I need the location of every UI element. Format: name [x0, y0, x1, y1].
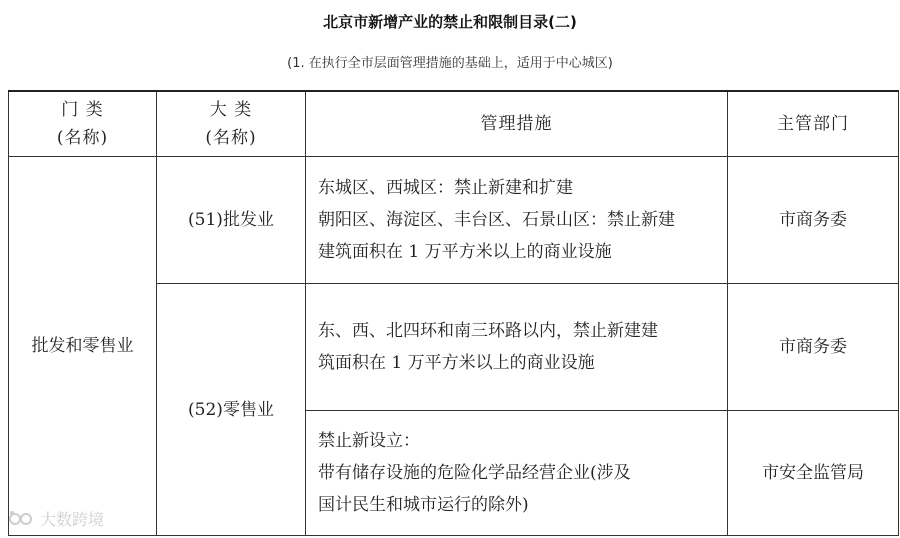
measure-line: 国计民生和城市运行的除外) — [318, 495, 529, 515]
measure-line: 建筑面积在 1 万平方米以上的商业设施 — [318, 242, 612, 262]
measures-cell — [306, 284, 728, 411]
department-cell: 市商务委 — [728, 157, 899, 284]
watermark — [8, 507, 104, 530]
document-title: 北京市新增产业的禁止和限制目录(二) — [323, 13, 577, 31]
department-cell: 市安全监管局 — [728, 411, 899, 536]
table-row — [9, 157, 899, 284]
header-category — [9, 91, 157, 157]
header-category-label: 门 类 — [61, 100, 104, 120]
brand-logo-icon — [8, 510, 34, 528]
document-subtitle: (1. 在执行全市层面管理措施的基础上，适用于中心城区) — [287, 56, 613, 71]
measure-line: 筑面积在 1 万平方米以上的商业设施 — [318, 353, 595, 373]
measures-cell — [306, 157, 728, 284]
category-cell: 批发和零售业 — [9, 157, 157, 536]
header-row — [9, 91, 899, 157]
measure-line: 东城区、西城区：禁止新建和扩建 — [318, 178, 573, 198]
header-category-sublabel: (名称) — [56, 128, 109, 148]
measure-line: 东、西、北四环和南三环路以内，禁止新建建 — [318, 321, 658, 341]
watermark-text: 大数跨境 — [40, 510, 105, 529]
measure-line: 禁止新设立： — [318, 431, 420, 451]
header-major-sublabel: (名称) — [205, 128, 257, 148]
header-major-label: 大 类 — [209, 100, 253, 120]
table-body — [9, 157, 899, 536]
header-major — [157, 91, 306, 157]
table-header — [9, 91, 899, 157]
major-cell-retail: (52)零售业 — [157, 284, 306, 536]
measure-line: 朝阳区、海淀区、丰台区、石景山区：禁止新建 — [318, 210, 675, 230]
measures-cell — [306, 411, 728, 536]
header-measures: 管理措施 — [306, 91, 728, 157]
header-department: 主管部门 — [728, 91, 899, 157]
department-cell: 市商务委 — [728, 284, 899, 411]
measure-line: 带有储存设施的危险化学品经营企业(涉及 — [318, 463, 631, 483]
major-cell-wholesale: (51)批发业 — [157, 157, 306, 284]
catalog-table — [8, 90, 899, 536]
